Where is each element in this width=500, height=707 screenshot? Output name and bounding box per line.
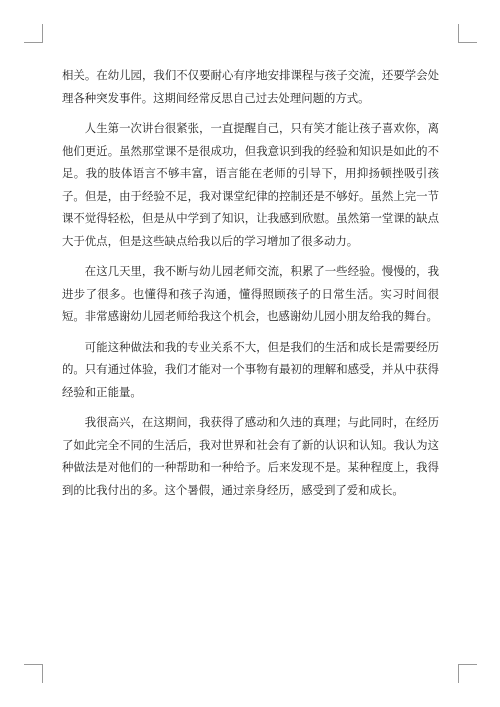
paragraph-continuation: 相关。在幼儿园，我们不仅要耐心有序地安排课程与孩子交流，还要学会处理各种突发事件。这期间经常反思自己过去处理问题的方式。 [62, 68, 439, 105]
document-body [62, 64, 439, 509]
crop-mark-top-left [24, 24, 43, 43]
crop-mark-top-right [458, 24, 477, 43]
paragraph-conclusion: 我很高兴，在这期间，我获得了感动和久违的真理；与此同时，在经历了如此完全不同的生活后，我对世界和社会有了新的认识和认知。我认为这种做法是对他们的一种帮助和一种给予。后来发现不是。某种程度上，我得到的比我付出的多。这个暑假，通过亲身经历，感受到了爱和成长。 [62, 415, 439, 497]
crop-mark-bottom-right [458, 664, 477, 683]
paragraph-exchange: 在这几天里，我不断与幼儿园老师交流，积累了一些经验。慢慢的，我进步了很多。也懂得和孩子沟通，懂得照顾孩子的日常生活。实习时间很短。非常感谢幼儿园老师给我这个机会，也感谢幼儿园小朋友给我的舞台。 [62, 264, 439, 323]
crop-mark-bottom-left [24, 664, 43, 683]
paragraph-first-lecture: 人生第一次讲台很紧张，一直提醒自己，只有笑才能让孩子喜欢你，离他们更近。虽然那堂课不是很成功，但我意识到我的经验和知识是如此的不足。我的肢体语言不够丰富，语言能在老师的引导下，用抑扬顿挫吸引孩子。但是，由于经验不足，我对课堂纪律的控制还是不够好。虽然上完一节课不觉得轻松，但是从中学到了知识，让我感到欣慰。虽然第一堂课的缺点大于优点，但是这些缺点给我以后的学习增加了很多动力。 [62, 121, 439, 248]
paragraph-experience: 可能这种做法和我的专业关系不大，但是我们的生活和成长是需要经历的。只有通过体验，我们才能对一个事物有最初的理解和感受，并从中获得经验和正能量。 [62, 339, 439, 399]
